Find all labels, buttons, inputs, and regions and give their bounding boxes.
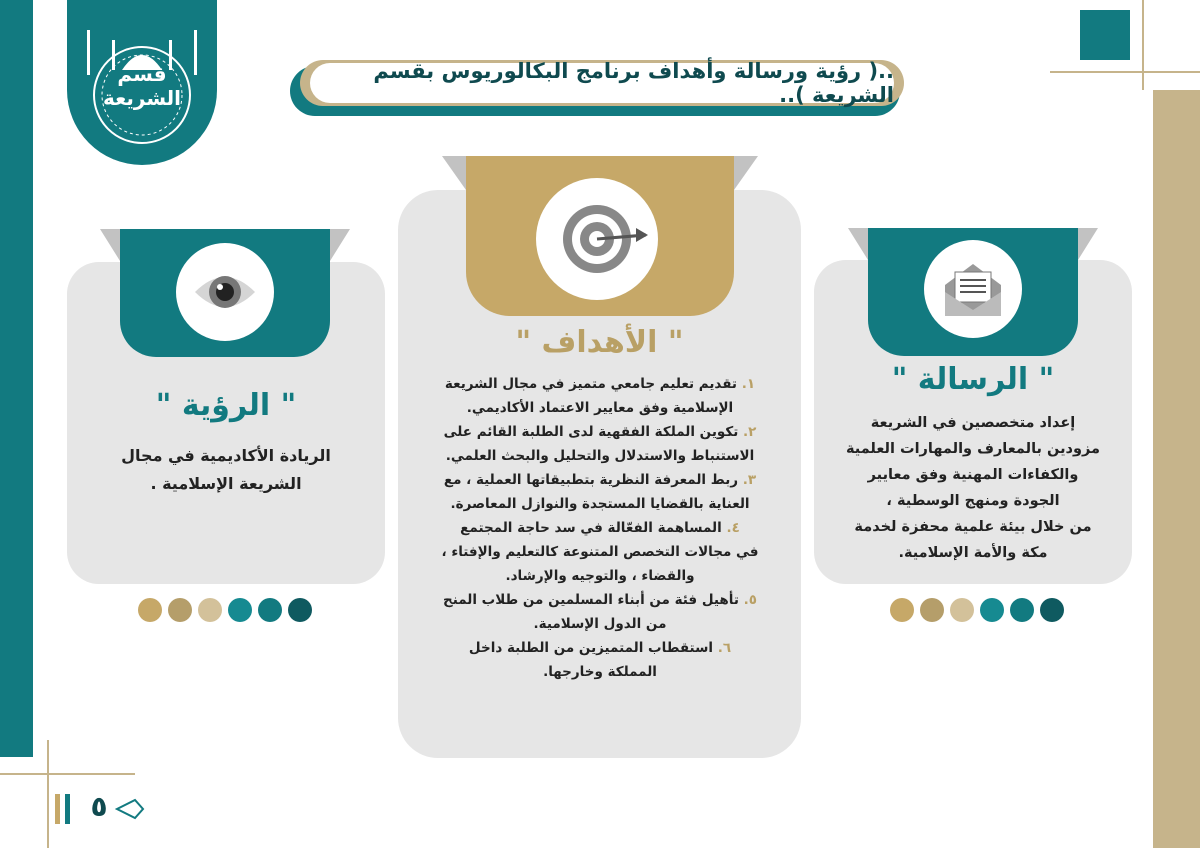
mission-line: مكة والأمة الإسلامية.	[898, 545, 1048, 561]
item-number: ٤.	[726, 520, 740, 536]
palette-dot	[890, 598, 914, 622]
list-item	[410, 636, 790, 684]
item-text: تأهيل فئة من أبناء المسلمين من طلاب المنح	[442, 592, 739, 608]
item-text: في مجالات التخصص المتنوعة كالتعليم والإفتاء ،	[441, 544, 759, 560]
vision-heading: " الرؤية "	[155, 388, 297, 423]
list-item	[410, 468, 790, 516]
list-item	[410, 420, 790, 468]
item-text: من الدول الإسلامية.	[533, 616, 667, 632]
palette-dot	[920, 598, 944, 622]
palette-dot	[168, 598, 192, 622]
mission-line: من خلال بيئة علمية محفزة لخدمة	[854, 519, 1092, 535]
list-item	[410, 372, 790, 420]
goals-list	[410, 372, 790, 684]
left-accent-bar	[0, 0, 33, 757]
vision-line: الشريعة الإسلامية .	[150, 474, 302, 493]
vision-line: الريادة الأكاديمية في مجال	[121, 446, 331, 465]
eye-icon	[176, 243, 274, 341]
item-text: الإسلامية وفق معايير الاعتماد الأكاديمي.	[466, 400, 734, 416]
palette-dot	[1010, 598, 1034, 622]
divider-line	[1050, 71, 1200, 73]
tab-fold	[100, 229, 120, 261]
item-number: ١.	[741, 376, 756, 392]
page-bar	[65, 794, 70, 824]
envelope-icon	[924, 240, 1022, 338]
page-title: ..( رؤية ورسالة وأهداف برنامج البكالوريوس بقسم الشريعة )..	[373, 59, 894, 107]
divider-line	[47, 740, 49, 848]
item-text: العناية بالقضايا المستجدة والنوازل المعاصرة.	[450, 496, 750, 512]
palette-dot	[980, 598, 1004, 622]
palette-dot	[198, 598, 222, 622]
right-accent-bar	[1153, 90, 1200, 848]
corner-square	[1080, 10, 1130, 60]
item-text: والقضاء ، والتوجيه والإرشاد.	[505, 568, 695, 584]
divider-line	[0, 773, 135, 775]
list-item	[410, 588, 790, 636]
title-box	[310, 59, 894, 107]
goals-heading: " الأهداف "	[515, 325, 684, 360]
color-dots	[138, 598, 312, 622]
palette-dot	[228, 598, 252, 622]
palette-dot	[1040, 598, 1064, 622]
mission-text	[824, 410, 1122, 566]
item-text: المساهمة الفعّالة في سد حاجة المجتمع	[460, 520, 722, 536]
palette-dot	[950, 598, 974, 622]
item-number: ٦.	[717, 640, 732, 656]
tab-fold	[442, 156, 466, 190]
color-dots	[890, 598, 1064, 622]
mission-line: مزودين بالمعارف والمهارات العلمية	[846, 441, 1100, 457]
department-logo	[67, 0, 217, 165]
divider-line	[1142, 0, 1144, 90]
item-text: تقديم تعليم جامعي متميز في مجال الشريعة	[444, 376, 737, 392]
logo-text: قسم الشريعة	[102, 62, 182, 110]
vision-text	[80, 442, 372, 498]
mission-line: الجودة ومنهج الوسطية ،	[886, 493, 1060, 509]
tab-fold	[1078, 228, 1098, 260]
palette-dot	[288, 598, 312, 622]
item-text: الاستنباط والاستدلال والتحليل والبحث العلمي.	[445, 448, 755, 464]
page-number: ٥	[90, 790, 108, 823]
pen-nib-icon	[115, 796, 145, 822]
mission-line: والكفاءات المهنية وفق معايير	[867, 467, 1079, 483]
mission-line: إعداد متخصصين في الشريعة	[870, 415, 1076, 431]
palette-dot	[138, 598, 162, 622]
tab-fold	[848, 228, 868, 260]
list-item	[410, 516, 790, 588]
item-text: استقطاب المتميزين من الطلبة داخل	[468, 640, 713, 656]
item-number: ٥.	[743, 592, 757, 608]
item-text: ربط المعرفة النظرية بتطبيقاتها العملية ، مع	[443, 472, 739, 488]
mission-heading: " الرسالة "	[891, 362, 1055, 397]
page-bar	[55, 794, 60, 824]
target-icon	[536, 178, 658, 300]
item-number: ٣.	[742, 472, 757, 488]
tab-fold	[734, 156, 758, 190]
item-text: المملكة وخارجها.	[543, 664, 657, 680]
item-number: ٢.	[742, 424, 757, 440]
tab-fold	[330, 229, 350, 261]
item-text: تكوين الملكة الفقهية لدى الطلبة القائم على	[443, 424, 739, 440]
palette-dot	[258, 598, 282, 622]
page-number-block	[55, 790, 145, 830]
